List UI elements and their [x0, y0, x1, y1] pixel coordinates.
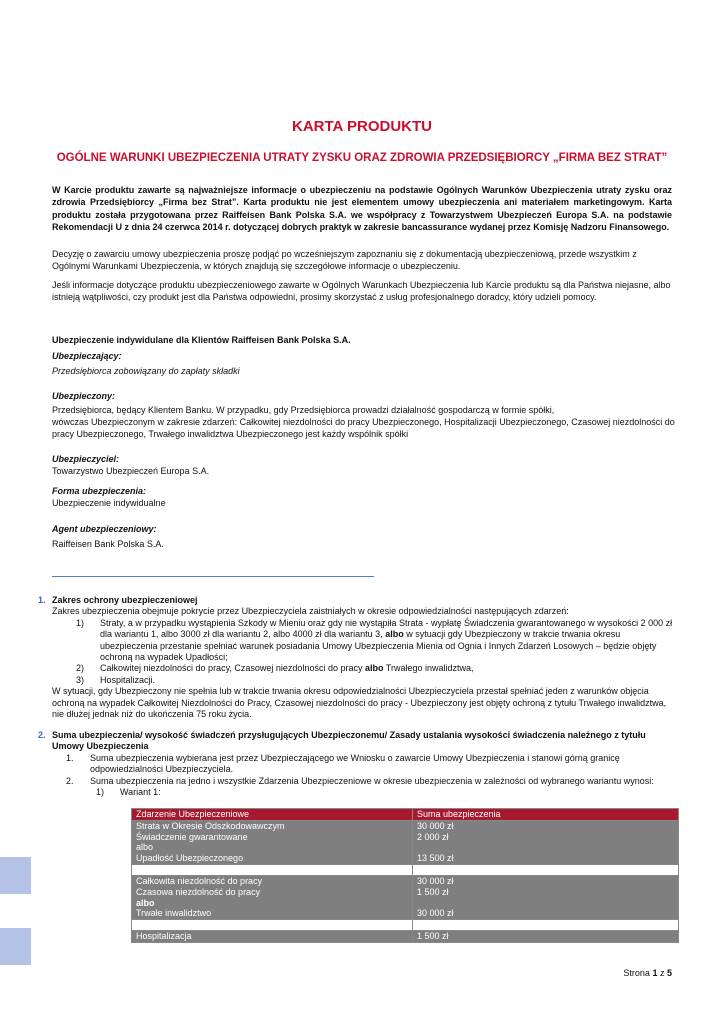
list-item: 3) Hospitalizacji. — [76, 674, 156, 685]
list-item: 2) Całkowitej niezdolności do pracy, Czasowej niezdolności do pracy albo Trwałego inwalidztwa, — [76, 663, 474, 674]
margin-decoration-block — [0, 857, 31, 894]
list-item: 1) Straty, a w przypadku wystąpienia Szkody w Mieniu oraz gdy nie wystąpiła Strata - wypłatę Świadczenia gwarantowanego w wysokości 2 000 zł dla wariantu 1, albo 3000 zł dla wariantu 2, albo 4000 zł dla wariantu 3, albo w sytuacji gdy Ubezpieczony w trakcie trwania okresu ubezpieczenia przestanie spełniać warunek posiadania Umowy Ubezpieczenia Mienia od Ognia i Innych Zdarzeń Losowych – będzie objęty ochroną na wypadek Upadłości; — [76, 617, 673, 663]
sum-insured-table — [131, 808, 679, 943]
margin-decoration-block — [0, 928, 31, 965]
section-tail: W sytuacji, gdy Ubezpieczony nie spełnia lub w trakcie trwania okresu odpowiedzialności Ubezpieczyciela przestał spełniać jeden z warunków objęcia ochroną na wypadek Całkowitej Niezdolności do Pracy, Czasowej niezdolności do pracy - Ubezpieczony jest objęty ochroną z tytułu Trwałego inwalidztwa, nie dłużej jednak niż do ukończenia 75 roku życia. — [52, 686, 667, 720]
table-spacer-row — [132, 864, 679, 875]
section-heading: Suma ubezpieczenia/ wysokość świadczeń przysługujących Ubezpieczonemu/ Zasady ustalania wysokości świadczenia należnego z tytułu Umowy Ubezpieczenia — [52, 730, 646, 752]
agent-value: Raiffeisen Bank Polska S.A. — [52, 539, 164, 549]
list-item: 2. Suma ubezpieczenia na jedno i wszystkie Zdarzenia Ubezpieczeniowe w okresie ubezpieczenia w zależności od wybranego wariantu wynosi: — [66, 775, 654, 786]
section-sum-insured — [38, 730, 678, 798]
table-row: Strata w Okresie Odszkodowawczym Świadczenie gwarantowane albo Upadłość Ubezpieczonego 30 000 zł 2 000 zł 13 500 zł — [132, 820, 679, 864]
form-label: Forma ubezpieczenia: — [52, 486, 147, 496]
underwriter-value: Towarzystwo Ubezpieczeń Europa S.A. — [52, 466, 210, 476]
insurer-label: Ubezpieczający: — [52, 351, 122, 361]
intro-bold-paragraph: W Karcie produktu zawarte są najważniejsze informacje o ubezpieczeniu na podstawie Ogólnych Warunków Ubezpieczenia utraty zysku oraz zdrowia Przedsiębiorcy „Firma bez Strat”. Karta produktu nie jest elementem umowy ubezpieczenia ani materiałem marketingowym. Karta produktu została przygotowana przez Raiffeisen Bank Polska S.A. we współpracy z Towarzystwem Ubezpieczeń Europa S.A. na podstawie Rekomendacji U z dnia 24 czerwca 2014 r. dotyczącej dobrych praktyk w zakresie bancassurance wydanej przez Komisję Nadzoru Finansowego. — [52, 185, 672, 232]
column-header-sum: Suma ubezpieczenia — [413, 809, 679, 821]
agent-label: Agent ubezpieczeniowy: — [52, 524, 157, 534]
section-number: 1. — [38, 595, 46, 605]
list-item: 1. Suma ubezpieczenia wybierana jest przez Ubezpieczającego we Wniosku o zawarcie Umowy Ubezpieczenia i stanowi górną granicę odpowiedzialności Ubezpieczyciela. — [66, 752, 620, 775]
section-heading: Zakres ochrony ubezpieczeniowej — [52, 595, 198, 605]
page-number: Strona 1 z 5 — [623, 968, 672, 978]
variant-item: 1) Wariant 1: — [96, 787, 161, 798]
column-header-event: Zdarzenie Ubezpieczeniowe — [132, 809, 413, 821]
page-subtitle: OGÓLNE WARUNKI UBEZPIECZENIA UTRATY ZYSKU ORAZ ZDROWIA PRZEDSIĘBIORCY „FIRMA BEZ STRAT” — [56, 152, 668, 164]
section-lead: Zakres ubezpieczenia obejmuje pokrycie przez Ubezpieczyciela zaistniałych w okresie odpowiedzialności następujących zdarzeń: — [52, 606, 569, 617]
table-row: Hospitalizacja 1 500 zł — [132, 931, 679, 943]
table-spacer-row — [132, 920, 679, 931]
table-row: Całkowita niezdolność do pracy Czasowa niezdolność do pracy albo Trwałe inwalidztwo 30 000 zł 1 500 zł 30 000 zł — [132, 875, 679, 919]
section-scope — [38, 595, 678, 720]
insured-line-1: Przedsiębiorca, będący Klientem Banku. W przypadku, gdy Przedsiębiorca prowadzi działalność gospodarczą w formie spółki, — [52, 405, 555, 415]
page-title: KARTA PRODUKTU — [292, 118, 432, 135]
section-divider — [52, 576, 374, 577]
underwriter-label: Ubezpieczyciel: — [52, 454, 120, 464]
table-header-row — [132, 809, 679, 821]
insured-label: Ubezpieczony: — [52, 391, 116, 401]
insurer-value: Przedsiębiorca zobowiązany do zapłaty składki — [52, 366, 240, 376]
info-heading: Ubezpieczenie indywidulane dla Klientów Raiffeisen Bank Polska S.A. — [52, 335, 351, 345]
intro-paragraph-2: Jeśli informacje dotyczące produktu ubezpieczeniowego zawarte w Ogólnych Warunkach Ubezpieczenia lub Karcie produktu są dla Państwa niejasne, albo istnieją wątpliwości, czy produkt jest dla Państwa odpowiedni, prosimy skorzystać z usług profesjonalnego doradcy, który udzieli pomocy. — [52, 280, 671, 302]
section-number: 2. — [38, 730, 46, 740]
intro-paragraph-1: Decyzję o zawarciu umowy ubezpieczenia proszę podjąć po wcześniejszym zapoznaniu się z dokumentacją ubezpieczeniową, przede wszystkim z Ogólnymi Warunkami Ubezpieczenia, w których znajdują się szczegółowe informacje o ubezpieczeniu. — [52, 249, 637, 271]
insured-line-2: wówczas Ubezpieczonym w zakresie zdarzeń: Całkowitej niezdolności do pracy Ubezpieczonego, Hospitalizacji Ubezpieczonego, Czasowej niezdolności do pracy Ubezpieczonego, Trwałego inwalidztwa Ubezpieczonego jest każdy wspólnik spółki — [52, 417, 675, 439]
form-value: Ubezpieczenie indywidualne — [52, 498, 166, 508]
